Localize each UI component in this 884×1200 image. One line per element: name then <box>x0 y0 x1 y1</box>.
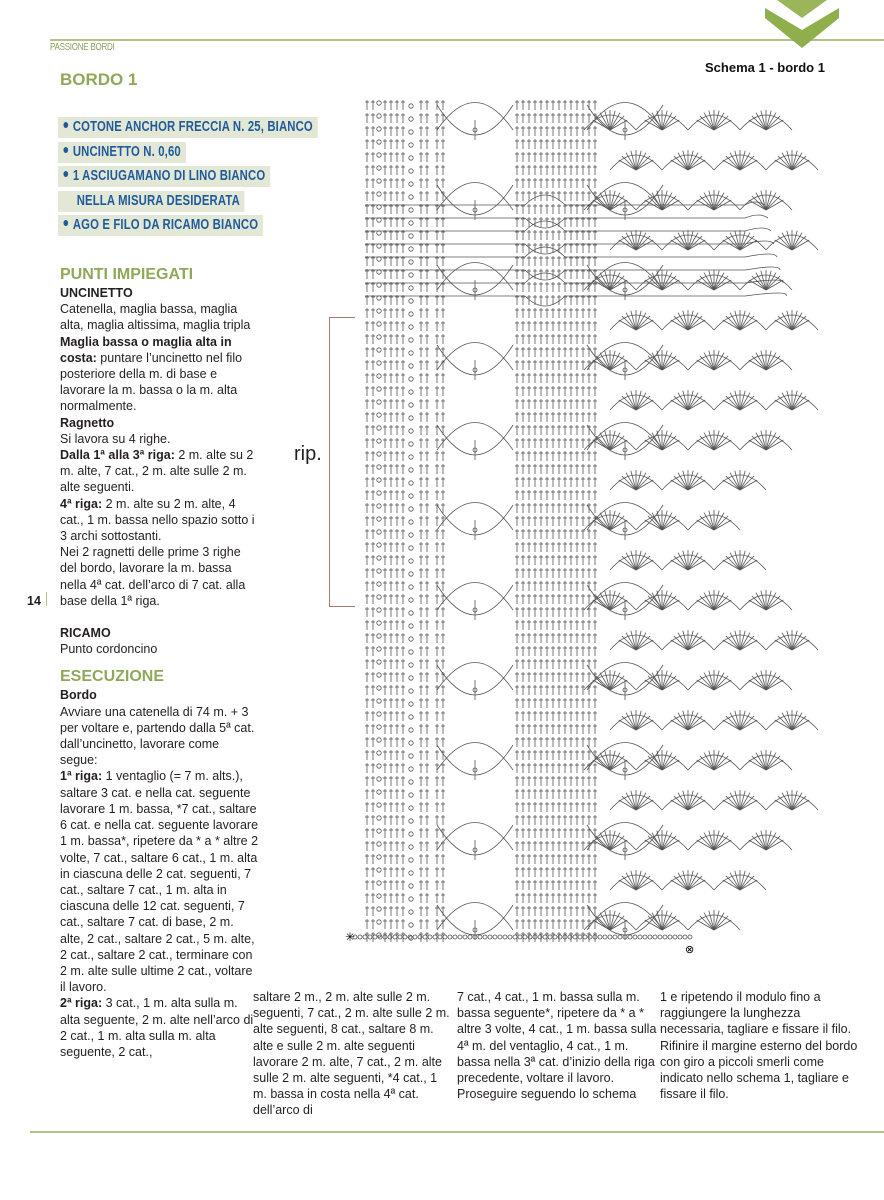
material-item: COTONE ANCHOR FRECCIA N. 25, BIANCO <box>58 117 318 138</box>
paragraph: Si lavora su 4 righe. <box>60 431 171 446</box>
bullet-icon <box>63 220 68 226</box>
column-4: 1 e ripetendo il modulo fino a raggiungere la lunghezza necessaria, tagliare e fissare il filo. Rifinire il margine esterno del bordo con giro a piccoli smerli come indicato nello schema 1, tagliare e fissare il filo. <box>660 990 858 1102</box>
paragraph: 2ª riga: 3 cat., 1 m. alta sulla m. alta seguente, 2 m. alte nell’arco di 2 cat., 1 m. alta sulla m. alta seguente, 2 cat., <box>60 996 254 1059</box>
subheading-bordo: Bordo <box>60 688 97 703</box>
paragraph: 4ª riga: 2 m. alte su 2 m. alte, 4 cat., 1 m. bassa nello spazio sotto i 3 archi sottostanti. <box>60 496 255 544</box>
section-heading-esecuzione: ESECUZIONE <box>60 668 165 686</box>
direction-lines <box>365 195 786 956</box>
material-item: 1 ASCIUGAMANO DI LINO BIANCO <box>58 166 270 187</box>
paragraph: Avviare una catenella di 74 m. + 3 per voltare e, partendo dalla 5ª cat. dall’uncinetto, lavorare come segue: <box>60 704 255 768</box>
materials-list <box>58 117 391 240</box>
bullet-icon <box>63 171 68 177</box>
paragraph: 1ª riga: 1 ventaglio (= 7 m. alts.), saltare 3 cat. e nella cat. seguente lavorare 1 m. bassa, *7 cat., saltare 6 cat. e nella cat. seguente lavorare 1 m. bassa*, ripetere da * a * altre 2 volte, 7 cat., saltare 6 cat., 1 m. alta in ciascuna delle 2 cat. seguenti, 7 cat., saltare 7 cat., 1 m. alta in ciascuna delle 12 cat. seguenti, 7 cat., saltare 7 cat. di base, 2 m. alte, 2 cat., saltare 2 cat., 5 m. alte, 2 cat., saltare 2 cat., terminare con 2 m. alte sulle ultime 2 cat., voltare il lavoro. <box>60 769 259 995</box>
paragraph: Catenella, maglia bassa, maglia alta, maglia altissima, maglia tripla <box>60 302 251 333</box>
paragraph: Nei 2 ragnetti delle prime 3 righe del bordo, lavorare la m. bassa nella 4ª cat. dell’arco di 7 cat. alla base della 1ª riga. <box>60 545 246 608</box>
column-1 <box>60 265 260 1060</box>
fan-pattern <box>584 110 818 930</box>
running-title: PASSIONE BORDI <box>50 42 115 53</box>
header-rule <box>50 39 884 41</box>
page-number-divider <box>46 592 47 606</box>
material-item: UNCINETTO N. 0,60 <box>58 142 186 163</box>
chevron-down-icon <box>765 0 839 50</box>
footer-rule <box>30 1131 884 1133</box>
article-title: BORDO 1 <box>60 70 138 89</box>
start-asterisk-icon: ✳ <box>345 930 356 944</box>
column-2: saltare 2 m., 2 m. alte sulle 2 m. seguenti, 7 cat., 2 m. alte sulle 2 m. alte seguenti, 8 cat., saltare 8 m. alte e sulle 2 m. alte seguenti lavorare 2 m. alte, 7 cat., 2 m. alte sulle 2 m. alte seguenti, *4 cat., 1 m. bassa in costa nella 4ª cat. dell’arco di <box>253 990 450 1118</box>
stitch-columns <box>365 100 597 942</box>
bullet-icon <box>63 147 68 153</box>
paragraph: Maglia bassa o maglia alta in costa: puntare l’uncinetto nel filo posteriore della m. di base e lavorare la m. bassa o la m. alta normalmente. <box>60 334 243 414</box>
subheading-ricamo: RICAMO <box>60 626 111 641</box>
end-marker-icon: ⊗ <box>685 944 695 956</box>
crochet-diagram <box>345 95 845 965</box>
subheading-uncinetto: UNCINETTO <box>60 286 133 300</box>
section-heading-punti: PUNTI IMPIEGATI <box>60 266 194 283</box>
material-item: NELLA MISURA DESIDERATA <box>58 191 245 212</box>
repeat-label: rip. <box>294 443 322 465</box>
bullet-icon <box>63 122 68 128</box>
material-item: AGO E FILO DA RICAMO BIANCO <box>58 215 263 236</box>
page-number: 14 <box>27 594 41 608</box>
subheading-ragnetto: Ragnetto <box>60 415 115 430</box>
column-3: 7 cat., 4 cat., 1 m. bassa sulla m. bassa seguente*, ripetere da * a * altre 3 volte, 4 cat., 1 m. bassa sulla 4ª m. del ventaglio, 4 cat., 1 m. bassa nella 3ª cat. d’inizio della riga precedente, voltare il lavoro. Proseguire seguendo lo schema <box>457 990 657 1102</box>
paragraph: Dalla 1ª alla 3ª riga: 2 m. alte su 2 m. alte, 7 cat., 2 m. alte sulle 2 m. alte seguenti. <box>60 448 254 495</box>
schema-title: Schema 1 - bordo 1 <box>705 60 825 75</box>
spider-motifs <box>437 103 663 941</box>
paragraph: Punto cordoncino <box>60 642 158 657</box>
